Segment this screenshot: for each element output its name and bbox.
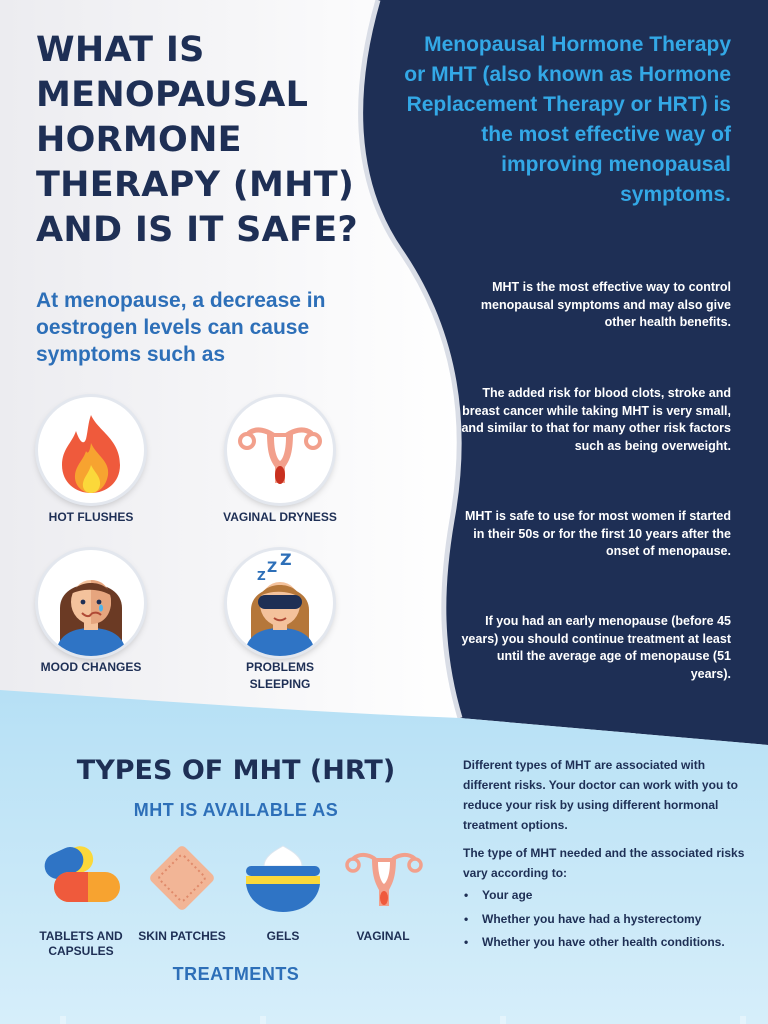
symptom-label-mood-changes: MOOD CHANGES — [40, 660, 142, 674]
mood-face-icon — [38, 550, 144, 656]
list-item: • Whether you have other health conditions. — [463, 931, 763, 955]
sleeping-face-icon — [227, 550, 333, 656]
pills-icon — [36, 842, 128, 912]
treat-label-vaginal: VAGINAL — [356, 929, 410, 943]
svg-text:Z: Z — [257, 569, 266, 583]
fact-risks: The added risk for blood clots, stroke and breast cancer while taking MHT is very small, and similar to that for many other risk factors such as being overweight. — [461, 386, 731, 453]
symptoms-intro: At menopause, a decrease in oestrogen levels can cause symptoms such as — [36, 289, 326, 366]
symptom-label-hot-flushes: HOT FLUSHES — [48, 510, 134, 524]
uterus-icon — [227, 397, 333, 503]
types-title: TYPES OF MHT (HRT) — [76, 755, 396, 786]
treat-label-patches: SKIN PATCHES — [138, 929, 226, 943]
fact-effective: MHT is the most effective way to control menopausal symptoms and may also give other health benefits. — [480, 280, 731, 329]
symptom-circle-hot-flushes — [38, 397, 144, 503]
svg-text:Z: Z — [267, 560, 278, 576]
treatments-heading: TREATMENTS — [172, 964, 300, 984]
flame-icon — [38, 397, 144, 503]
risks-intro: The type of MHT needed and the associated risks vary according to: — [463, 846, 745, 880]
symptom-circle-vaginal-dryness — [227, 397, 333, 503]
symptom-label-vaginal-dryness: VAGINAL DRYNESS — [223, 510, 337, 524]
list-item: • Whether you have had a hysterectomy — [463, 908, 763, 932]
available-as-heading: MHT IS AVAILABLE AS — [133, 800, 339, 820]
patch-icon — [144, 840, 220, 916]
symptom-label-problems-sleeping: PROBLEMS SLEEPING — [245, 660, 314, 691]
gel-jar-icon — [242, 844, 324, 916]
risks-paragraph: Different types of MHT are associated with different risks. Your doctor can work with you to reduce your risk by using different hormonal treatment options. — [463, 758, 738, 832]
page-title: WHAT IS MENOPAUSAL HORMONE THERAPY (MHT) AND IS IT SAFE? — [36, 30, 359, 250]
list-item: • Your age — [463, 884, 763, 908]
symptom-circle-mood-changes — [38, 550, 144, 656]
treat-label-gels: GELS — [266, 929, 300, 943]
svg-text:Z: Z — [280, 550, 292, 569]
fact-early-menopause: If you had an early menopause (before 45 years) you should continue treatment at least until the average age of menopause (51 years). — [461, 614, 731, 681]
fact-safe-use: MHT is safe to use for most women if started in their 50s or for the first 10 years after the onset of menopause. — [464, 509, 731, 558]
mht-lead-statement: Menopausal Hormone Therapy or MHT (also known as Hormone Replacement Therapy or HRT) is the most effective way of improving menopausal symptoms. — [404, 33, 731, 206]
treat-label-tablets: TABLETS AND CAPSULES — [39, 929, 123, 958]
uterus-icon — [344, 844, 424, 910]
risk-factor-list — [463, 884, 763, 955]
symptom-circle-problems-sleeping — [227, 550, 333, 656]
